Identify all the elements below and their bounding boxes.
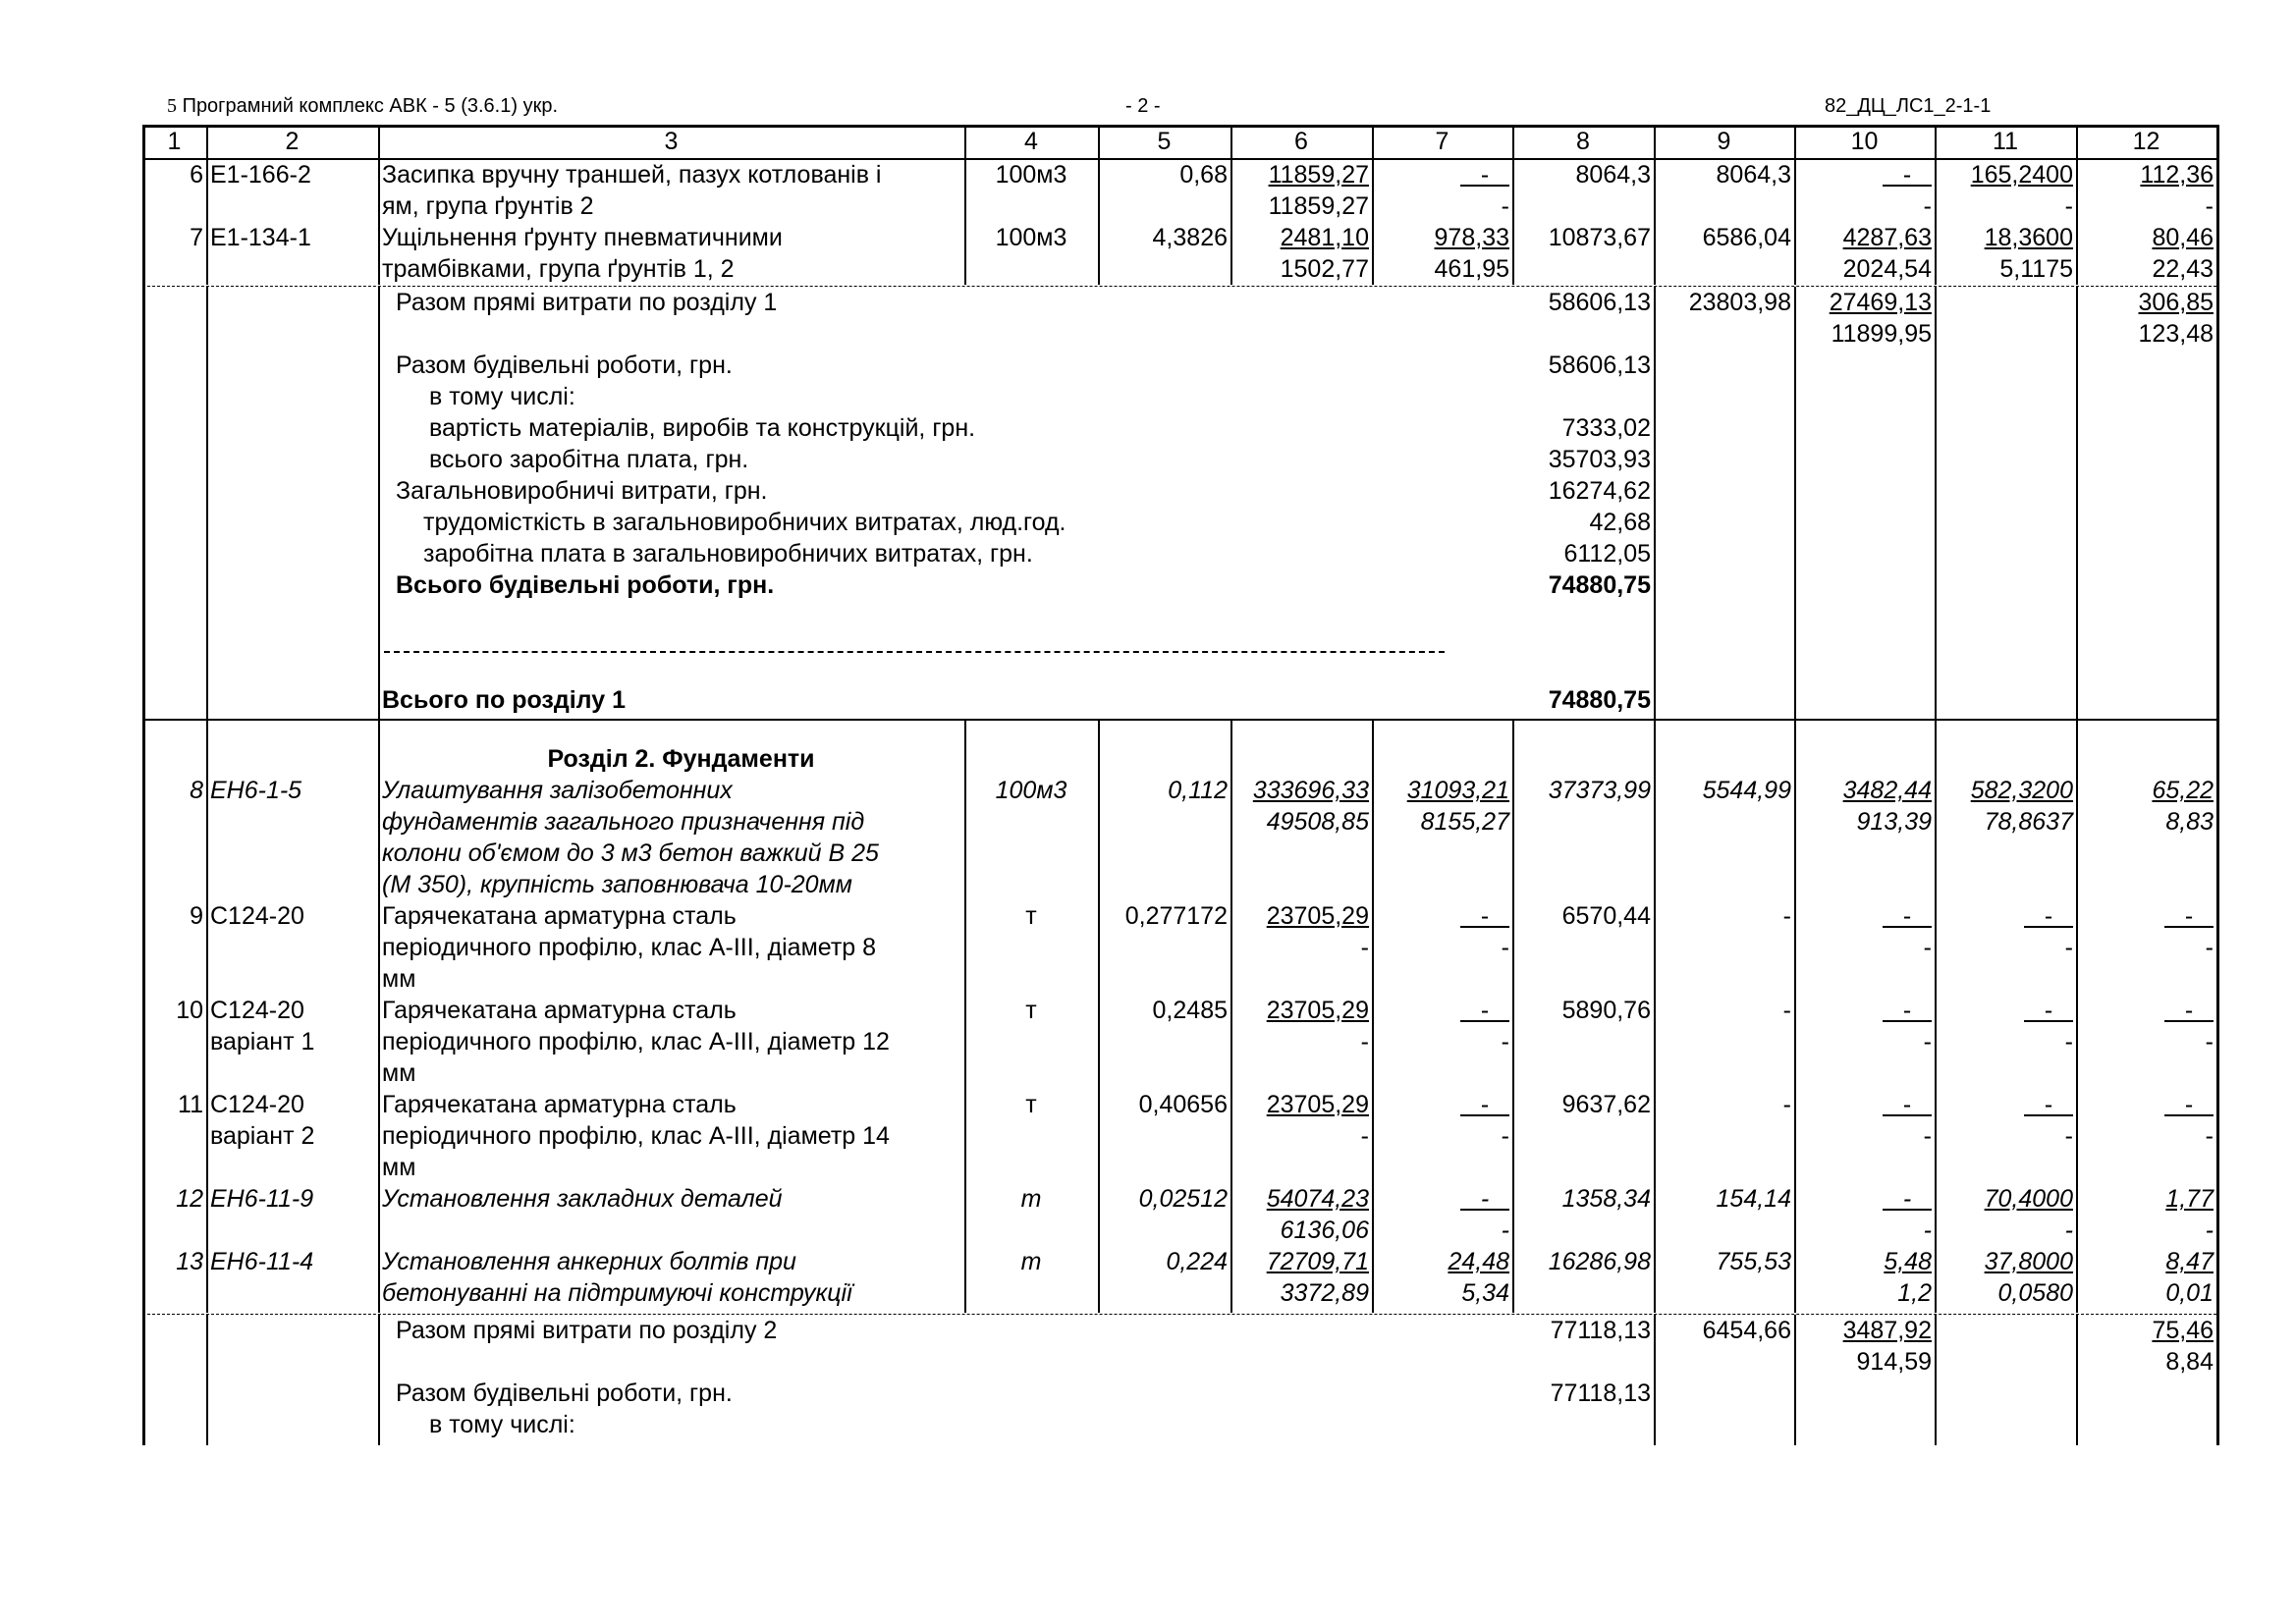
cell-col7: 24,48 [1448, 1248, 1509, 1275]
cell-col12: 1,77 [2165, 1185, 2214, 1213]
cell-col9: 6586,04 [1702, 224, 1791, 251]
item-description: Установлення закладних деталей [382, 1185, 783, 1213]
cell-col6: 23705,29 [1266, 1091, 1369, 1118]
grid-line [1794, 1315, 1796, 1445]
item-description: фундаментів загального призначення під [382, 808, 865, 836]
cell-col8: 77118,13 [1550, 1380, 1651, 1407]
cell-col11: - [2064, 934, 2073, 961]
grid-line [1794, 287, 1796, 719]
cell-col8: 16286,98 [1548, 1248, 1651, 1275]
item-unit: т [1025, 997, 1037, 1024]
cell-col7: 31093,21 [1406, 777, 1509, 804]
cell-col12: - [2164, 902, 2214, 930]
item-unit: 100м3 [995, 224, 1067, 251]
cell-col12: 22,43 [2152, 255, 2214, 283]
cell-col11: - [2024, 1091, 2073, 1118]
item-description: колони об'ємом до 3 м3 бетон важкий В 25 [382, 839, 879, 867]
cell-col11: 165,2400 [1970, 161, 2073, 189]
item-unit: т [1020, 1248, 1042, 1275]
cell-col12: 75,46 [2152, 1317, 2214, 1344]
column-number-8: 8 [1576, 128, 1590, 155]
item-code: Е1-166-2 [210, 161, 311, 189]
grid-line [1372, 158, 1374, 285]
cell-col10: 11899,95 [1831, 320, 1932, 348]
cell-col10: 2024,54 [1842, 255, 1932, 283]
cell-col10: - [1883, 902, 1932, 930]
cell-col10: - [1923, 192, 1932, 220]
item-description: Установлення анкерних болтів при [382, 1248, 796, 1275]
cell-col8: 58606,13 [1548, 352, 1651, 379]
item-description: мм [382, 1059, 416, 1087]
cell-col8: 10873,67 [1548, 224, 1651, 251]
cell-col10: - [1923, 1122, 1932, 1150]
item-number: 11 [178, 1091, 203, 1118]
grid-line [2076, 158, 2078, 285]
item-unit: т [1025, 1091, 1037, 1118]
cell-col12: - [2205, 934, 2214, 961]
cell-col10: - [1883, 1185, 1932, 1213]
grid-line [378, 158, 380, 285]
column-number-3: 3 [664, 128, 679, 155]
cell-col8: 77118,13 [1550, 1317, 1651, 1344]
cell-col7: 978,33 [1434, 224, 1509, 251]
including-label: в тому числі: [429, 1411, 575, 1438]
cell-col9: - [1782, 1091, 1791, 1118]
total-construction-label: Всього будівельні роботи, грн. [396, 571, 775, 599]
item-code: С124-20 [210, 997, 304, 1024]
construction-total-label: Разом будівельні роботи, грн. [396, 1380, 733, 1407]
cell-col12: 112,36 [2140, 161, 2214, 189]
item-quantity: 0,224 [1166, 1248, 1228, 1275]
item-number: 10 [176, 997, 203, 1024]
item-description: Гарячекатана арматурна сталь [382, 1091, 737, 1118]
item-description: Улаштування залізобетонних [382, 777, 733, 804]
item-quantity: 0,112 [1168, 777, 1228, 804]
column-number-11: 11 [1993, 128, 2018, 155]
cell-col6: 333696,33 [1252, 777, 1369, 804]
grid-line [1512, 721, 1514, 1313]
cell-col9: 23803,98 [1688, 289, 1791, 316]
column-number-2: 2 [285, 128, 300, 155]
cell-col10: 3487,92 [1842, 1317, 1932, 1344]
item-unit: т [1020, 1185, 1042, 1213]
document-code: 82_ДЦ_ЛС1_2-1-1 [1825, 95, 1992, 117]
column-number-6: 6 [1294, 128, 1308, 155]
cell-col12: - [2205, 1217, 2214, 1244]
cell-col10: - [1883, 161, 1932, 189]
cell-col12: - [2205, 1028, 2214, 1055]
section-total-label: Всього по розділу 1 [382, 686, 626, 714]
cell-col10: 5,48 [1884, 1248, 1932, 1275]
grid-line [2076, 1315, 2078, 1445]
dashed-separator [384, 651, 1445, 653]
cell-col12: - [2164, 1091, 2214, 1118]
cell-col8: 6112,05 [1563, 540, 1651, 568]
column-number-12: 12 [2132, 128, 2160, 155]
item-description: (М 350), крупність заповнювача 10-20мм [382, 871, 852, 898]
grid-line [1935, 1315, 1937, 1445]
item-quantity: 0,40656 [1138, 1091, 1228, 1118]
cell-col8: 16274,62 [1548, 477, 1651, 505]
cell-col12: 0,01 [2165, 1279, 2214, 1307]
overhead-label: Загальновиробничі витрати, грн. [396, 477, 768, 505]
cell-col12: 8,83 [2165, 808, 2214, 836]
cell-col11: 37,8000 [1984, 1248, 2073, 1275]
cell-col7: 5,34 [1461, 1279, 1509, 1307]
cell-col11: - [2064, 192, 2073, 220]
cell-col12: - [2164, 997, 2214, 1024]
cell-col10: - [1883, 1091, 1932, 1118]
cell-col8: 9637,62 [1561, 1091, 1651, 1118]
cell-col12: 8,47 [2165, 1248, 2214, 1275]
column-number-1: 1 [167, 128, 182, 155]
grid-line [1512, 158, 1514, 285]
cell-col11: 582,3200 [1970, 777, 2073, 804]
item-unit: т [1025, 902, 1037, 930]
grid-line [1654, 158, 1656, 285]
cell-col7: 8155,27 [1420, 808, 1509, 836]
item-quantity: 0,02512 [1138, 1185, 1228, 1213]
column-number-10: 10 [1850, 128, 1879, 155]
item-description: Гарячекатана арматурна сталь [382, 997, 737, 1024]
cell-col12: - [2205, 1122, 2214, 1150]
cell-col8: 35703,93 [1548, 446, 1651, 473]
cell-col9: - [1782, 997, 1791, 1024]
item-description: мм [382, 1154, 416, 1181]
cell-col7: - [1501, 1217, 1509, 1244]
grid-line [142, 125, 145, 1445]
item-number: 7 [190, 224, 203, 251]
cell-col6: 3372,89 [1280, 1279, 1369, 1307]
overhead-wages-label: заробітна плата в загальновиробничих витратах, грн. [423, 540, 1033, 568]
column-number-4: 4 [1024, 128, 1038, 155]
item-description: трамбівками, група ґрунтів 1, 2 [382, 255, 735, 283]
item-number: 6 [190, 161, 203, 189]
item-code: С124-20 [210, 1091, 304, 1118]
direct-costs-label: Разом прямі витрати по розділу 2 [396, 1317, 778, 1344]
item-code: ЕН6-11-4 [210, 1248, 314, 1275]
cell-col6: 72709,71 [1266, 1248, 1369, 1275]
grid-line [378, 287, 380, 719]
item-description: мм [382, 965, 416, 993]
cell-col7: - [1460, 161, 1509, 189]
materials-label: вартість матеріалів, виробів та конструкцій, грн. [429, 414, 976, 442]
item-unit: 100м3 [995, 161, 1067, 189]
item-description: періодичного профілю, клас А-III, діаметр 12 [382, 1028, 890, 1055]
cell-col6: 11859,27 [1268, 192, 1369, 220]
item-code-variant: варіант 1 [210, 1028, 315, 1055]
cell-col8: 8064,3 [1575, 161, 1651, 189]
cell-col6: 2481,10 [1280, 224, 1369, 251]
item-number: 8 [190, 777, 203, 804]
construction-total-label: Разом будівельні роботи, грн. [396, 352, 733, 379]
cell-col9: - [1782, 902, 1791, 930]
column-number-5: 5 [1157, 128, 1172, 155]
grid-line [2076, 721, 2078, 1313]
item-description: Ущільнення ґрунту пневматичними [382, 224, 783, 251]
item-code: ЕН6-11-9 [210, 1185, 314, 1213]
page-number: - 2 - [1125, 95, 1161, 117]
cell-col10: - [1923, 1217, 1932, 1244]
grid-line [1935, 287, 1937, 719]
cell-col8: 7333,02 [1561, 414, 1651, 442]
cell-col7: - [1460, 997, 1509, 1024]
item-code-variant: варіант 2 [210, 1122, 315, 1150]
cell-col12: 80,46 [2152, 224, 2214, 251]
cell-col7: - [1460, 1185, 1509, 1213]
section-title: Розділ 2. Фундаменти [547, 745, 815, 773]
item-quantity: 0,2485 [1152, 997, 1228, 1024]
grid-line [2216, 125, 2219, 1445]
cell-col6: - [1360, 1122, 1369, 1150]
cell-col7: - [1460, 902, 1509, 930]
item-number: 13 [176, 1248, 203, 1275]
cell-col8: 1358,34 [1561, 1185, 1651, 1213]
cell-col7: - [1460, 1091, 1509, 1118]
item-code: ЕН6-1-5 [210, 777, 302, 804]
cell-col12: - [2205, 192, 2214, 220]
cell-col7: - [1501, 1122, 1509, 1150]
direct-costs-label: Разом прямі витрати по розділу 1 [396, 289, 778, 316]
cell-col12: 123,48 [2138, 320, 2214, 348]
cell-col11: 0,0580 [1997, 1279, 2073, 1307]
cell-col10: - [1923, 934, 1932, 961]
column-number-7: 7 [1435, 128, 1449, 155]
grid-line [1372, 721, 1374, 1313]
item-number: 12 [176, 1185, 203, 1213]
grid-line [206, 287, 208, 719]
cell-col6: - [1360, 1028, 1369, 1055]
cell-col10: - [1883, 997, 1932, 1024]
item-description: Засипка вручну траншей, пазух котлованів і [382, 161, 882, 189]
cell-col7: - [1501, 192, 1509, 220]
cell-col6: 11859,27 [1268, 161, 1369, 189]
cell-col8: 58606,13 [1548, 289, 1651, 316]
cell-col7: 461,95 [1434, 255, 1509, 283]
including-label: в тому числі: [429, 383, 575, 410]
item-quantity: 0,68 [1179, 161, 1228, 189]
cell-col9: 5544,99 [1702, 777, 1791, 804]
item-code: С124-20 [210, 902, 304, 930]
cell-col11: 18,3600 [1984, 224, 2073, 251]
item-unit: 100м3 [995, 777, 1067, 804]
cell-col11: 5,1175 [1999, 255, 2073, 283]
cell-col8: 37373,99 [1548, 777, 1651, 804]
cell-col12: 8,84 [2165, 1348, 2214, 1376]
grid-line [2076, 287, 2078, 719]
grid-line [1654, 721, 1656, 1313]
cell-col11: - [2024, 997, 2073, 1024]
program-header: 5 Програмний комплекс АВК - 5 (3.6.1) укр. [167, 95, 558, 117]
cell-col9: 154,14 [1716, 1185, 1791, 1213]
cell-col10: 913,39 [1856, 808, 1932, 836]
item-description: бетонуванні на підтримуючі конструкції [382, 1279, 852, 1307]
cell-col11: 78,8637 [1984, 808, 2073, 836]
cell-col10: 3482,44 [1842, 777, 1932, 804]
grid-line [206, 721, 208, 1313]
cell-col12: 65,22 [2152, 777, 2214, 804]
item-quantity: 0,277172 [1124, 902, 1228, 930]
wages-label: всього заробітна плата, грн. [429, 446, 749, 473]
cell-col7: - [1501, 1028, 1509, 1055]
cell-col11: - [2064, 1028, 2073, 1055]
cell-col6: 54074,23 [1266, 1185, 1369, 1213]
grid-line [378, 1315, 380, 1445]
cell-col9: 8064,3 [1716, 161, 1791, 189]
cell-col8: 42,68 [1589, 509, 1651, 536]
cell-col11: - [2024, 902, 2073, 930]
item-description: періодичного профілю, клас А-III, діаметр 14 [382, 1122, 890, 1150]
cell-col10: 27469,13 [1829, 289, 1932, 316]
cell-col11: - [2064, 1217, 2073, 1244]
cell-col8: 74880,75 [1548, 686, 1651, 714]
cell-col8: 6570,44 [1561, 902, 1651, 930]
column-number-9: 9 [1717, 128, 1731, 155]
item-code: Е1-134-1 [210, 224, 311, 251]
cell-col8: 5890,76 [1561, 997, 1651, 1024]
grid-line [1935, 158, 1937, 285]
cell-col10: 4287,63 [1842, 224, 1932, 251]
grid-line [1794, 158, 1796, 285]
item-number: 9 [190, 902, 203, 930]
cell-col6: 6136,06 [1280, 1217, 1369, 1244]
cell-col8: 74880,75 [1548, 571, 1651, 599]
cell-col7: - [1501, 934, 1509, 961]
item-description: періодичного профілю, клас А-III, діаметр 8 [382, 934, 877, 961]
cell-col6: 49508,85 [1266, 808, 1369, 836]
cell-col10: 914,59 [1856, 1348, 1932, 1376]
cell-col10: - [1923, 1028, 1932, 1055]
grid-line [1654, 1315, 1656, 1445]
grid-line [1935, 721, 1937, 1313]
cell-col12: 306,85 [2138, 289, 2214, 316]
item-description: Гарячекатана арматурна сталь [382, 902, 737, 930]
cell-col9: 755,53 [1716, 1248, 1791, 1275]
item-description: ям, група ґрунтів 2 [382, 192, 594, 220]
grid-line [206, 1315, 208, 1445]
cell-col6: 23705,29 [1266, 997, 1369, 1024]
cell-col11: - [2064, 1122, 2073, 1150]
cell-col6: 1502,77 [1280, 255, 1369, 283]
grid-line [1654, 287, 1656, 719]
grid-line [1794, 721, 1796, 1313]
item-quantity: 4,3826 [1152, 224, 1228, 251]
labor-label: трудомісткість в загальновиробничих витратах, люд.год. [423, 509, 1066, 536]
cell-col6: - [1360, 934, 1369, 961]
grid-line [378, 721, 380, 1313]
cell-col6: 23705,29 [1266, 902, 1369, 930]
cell-col11: 70,4000 [1984, 1185, 2073, 1213]
grid-line [142, 719, 2218, 721]
grid-line [206, 158, 208, 285]
cell-col10: 1,2 [1897, 1279, 1932, 1307]
cell-col9: 6454,66 [1702, 1317, 1791, 1344]
